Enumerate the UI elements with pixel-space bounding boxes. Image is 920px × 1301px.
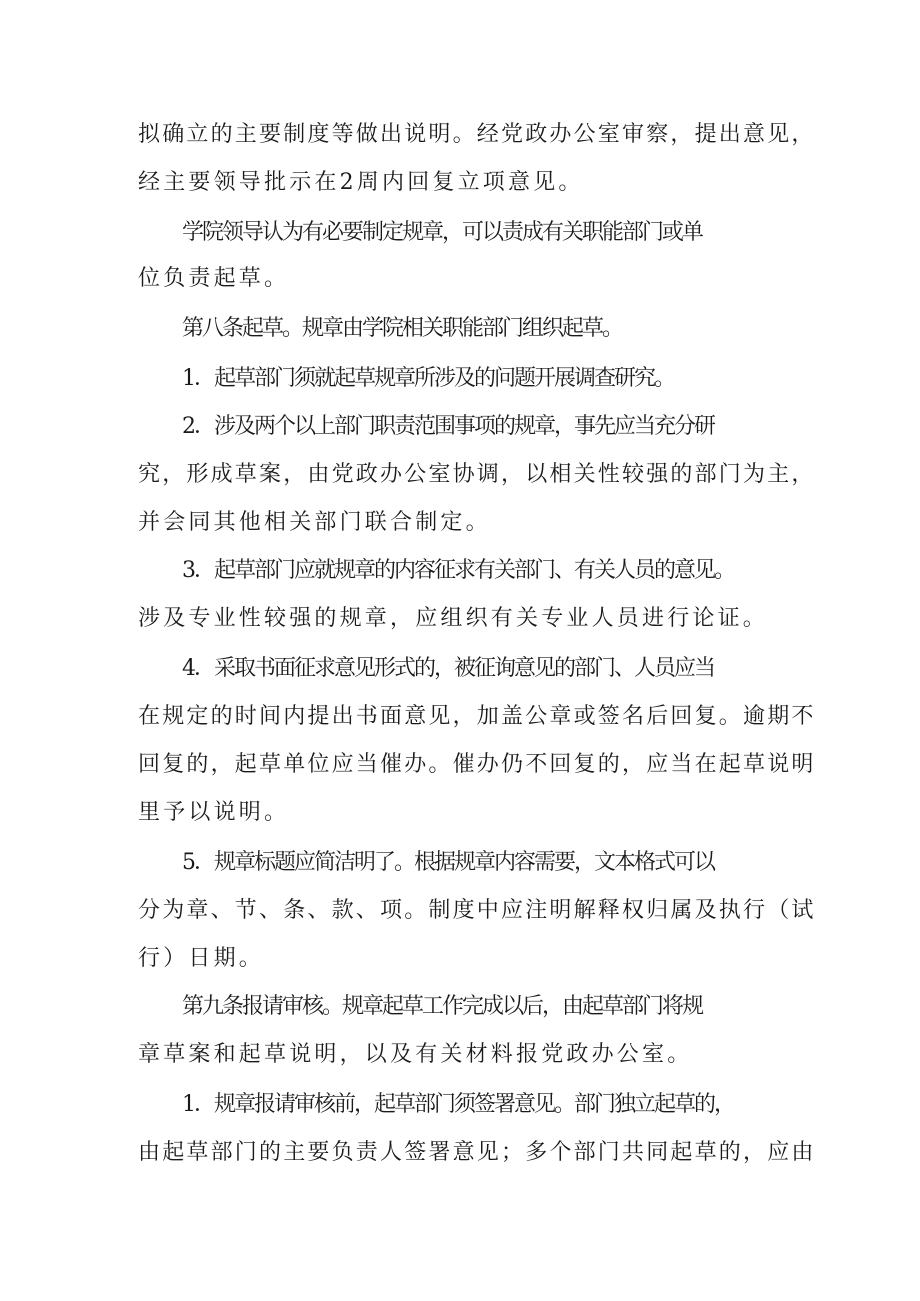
text-line: 经主要领导批示在2周内回复立项意见。 bbox=[138, 170, 584, 195]
paragraph-start-line: 1．规章报请审核前，起草部门须签署意见。部门独立起草的， bbox=[182, 1092, 734, 1117]
text-line: 回复的，起草单位应当催办。催办仍不回复的，应当在起草说明 bbox=[138, 752, 816, 777]
text-line: 章草案和起草说明，以及有关材料报党政办公室。 bbox=[138, 1042, 693, 1067]
text-line: 里予以说明。 bbox=[138, 800, 290, 825]
article-heading-line: 第八条起草。规章由学院相关职能部门组织起草。 bbox=[182, 316, 623, 341]
text-line: 由起草部门的主要负责人签署意见；多个部门共同起草的，应由 bbox=[138, 1140, 816, 1165]
paragraph-start-line: 2．涉及两个以上部门职责范围事项的规章，事先应当充分研 bbox=[182, 414, 714, 439]
article-heading-line: 第九条报请审核。规章起草工作完成以后，由起草部门将规 bbox=[182, 994, 703, 1019]
text-line: 行）日期。 bbox=[138, 946, 265, 971]
text-line: 拟确立的主要制度等做出说明。经党政办公室审察，提出意见， bbox=[138, 122, 816, 147]
text-line: 位负责起草。 bbox=[138, 266, 290, 291]
text-line: 涉及专业性较强的规章，应组织有关专业人员进行论证。 bbox=[138, 606, 769, 631]
text-line: 究，形成草案，由党政办公室协调，以相关性较强的部门为主， bbox=[138, 462, 816, 487]
text-line: 并会同其他相关部门联合制定。 bbox=[138, 510, 491, 535]
paragraph-start-line: 1．起草部门须就起草规章所涉及的问题开展调查研究。 bbox=[182, 366, 674, 391]
text-line: 分为章、节、条、款、项。制度中应注明解释权归属及执行（试 bbox=[138, 898, 816, 923]
paragraph-start-line: 5．规章标题应简洁明了。根据规章内容需要，文本格式可以 bbox=[182, 850, 714, 875]
paragraph-start-line: 3．起草部门应就规章的内容征求有关部门、有关人员的意见。 bbox=[182, 558, 734, 583]
paragraph-start-line: 学院领导认为有必要制定规章，可以责成有关职能部门或单 bbox=[182, 220, 703, 245]
text-line: 在规定的时间内提出书面意见，加盖公章或签名后回复。逾期不 bbox=[138, 704, 816, 729]
paragraph-start-line: 4．采取书面征求意见形式的，被征询意见的部门、人员应当 bbox=[182, 656, 714, 681]
